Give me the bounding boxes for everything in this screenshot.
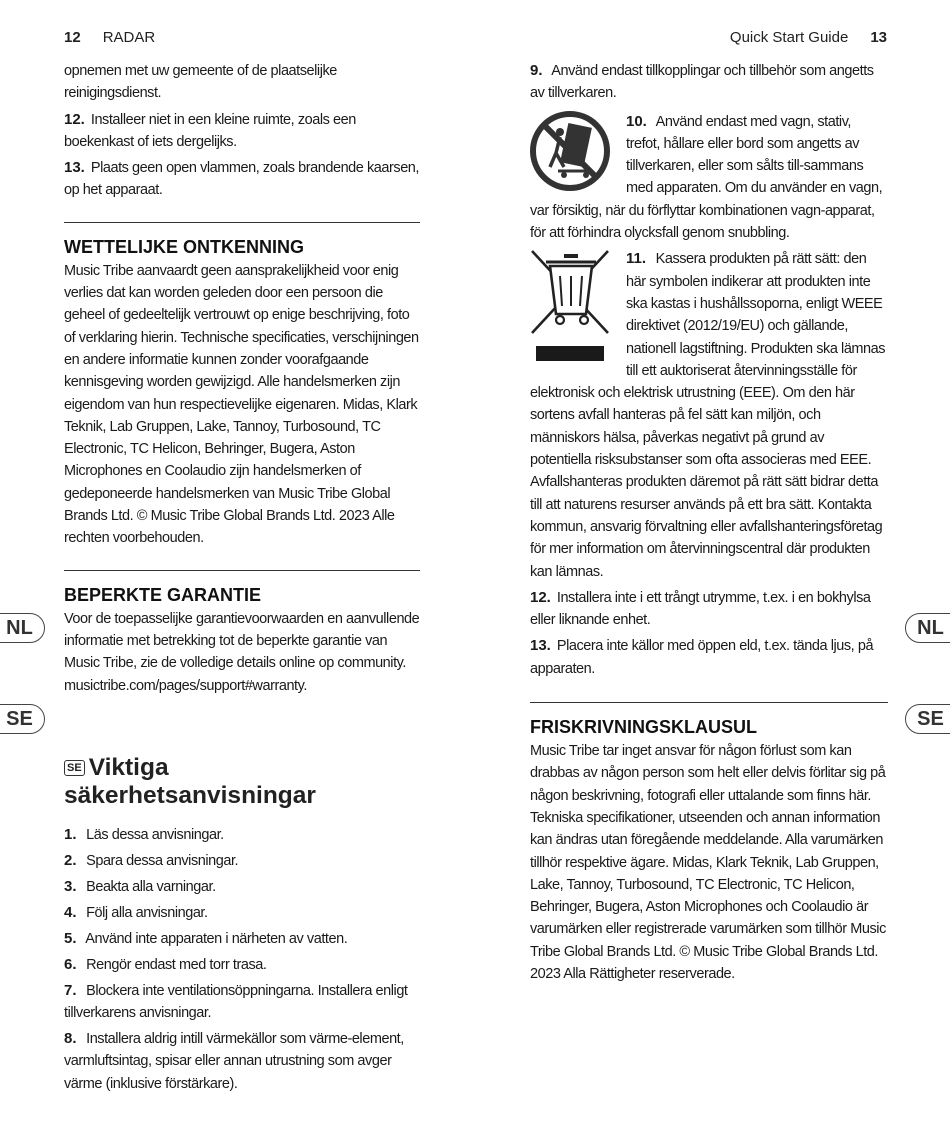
section-title: FRISKRIVNINGSKLAUSUL [530, 717, 758, 738]
language-tab-nl[interactable]: NL [905, 613, 950, 643]
language-badge: SE [64, 760, 85, 776]
divider [64, 570, 420, 571]
list-item: 9. Använd endast tillkopplingar och tillbehör som angetts av tillverkaren. [530, 62, 874, 102]
intro-text: opnemen met uw gemeente of de plaatselijke reinigingsdienst. [64, 63, 337, 102]
safety-title: SE Viktiga säkerhetsanvisningar [64, 753, 316, 809]
language-tab-se[interactable]: SE [905, 704, 950, 734]
no-cart-tipover-icon [530, 111, 610, 191]
guide-title: Quick Start Guide [729, 29, 849, 46]
divider [64, 222, 420, 223]
list-item: 13. Plaats geen open vlammen, zoals brandende kaarsen, op het apparaat. [64, 159, 420, 199]
crossed-out-bin-icon [530, 248, 610, 366]
section-title: WETTELIJKE ONTKENNING [64, 236, 305, 257]
divider [530, 702, 888, 703]
disclaimer-text: Music Tribe aanvaardt geen aansprakelijkheid voor enig verlies dat kan worden geleden door een persoon die geheel of gedeeltelijk vertrouwt op enige beschrijving, foto of verklaring hierin. Technische specificaties, verschijningen en andere informatie kunnen zonder voorafgaande kennisgeving worden gewijzigd. Alle handelsmerken zijn eigendom van hun respectievelijke eigenaren. Midas, Klark Teknik, Lab Gruppen, Lake, Tannoy, Turbosound, TC Electronic, TC Helicon, Behringer, Bugera, Aston Microphones en Coolaudio zijn handelsmerken of gedeponeerde handelsmerken van Music Tribe Global Brands Ltd. © Music Tribe Global Brands Ltd. 2023 Alle rechten voorbehouden. [64, 262, 419, 547]
warranty-text: Voor de toepasselijke garantievoorwaarden en aanvullende informatie met betrekking tot de beperkte garantie van Music Tribe, zie de volledige details online op community. musictribe.com/pages/support#warranty. [64, 610, 420, 694]
disclaimer-text: Music Tribe tar inget ansvar för någon förlust som kan drabbas av någon person som helt eller delvis förlitar sig på någon beskrivning, fotografi eller uttalande som finns här. Tekniska specifikationer, utseenden och annan information kan ändras utan föregående meddelande. Alla varumärken tillhör respektive ägare. Midas, Klark Teknik, Lab Gruppen, Lake, Tannoy, Turbosound, TC Electronic, TC Helicon, Behringer, Bugera, Aston Microphones och Coolaudio är varumärken eller registrerade varumärken som tillhör Music Tribe Global Brands Ltd. © Music Tribe Global Brands Ltd. 2023 Alla Rättigheter reserverade. [530, 743, 886, 982]
list-item: 1. Läs dessa anvisningar. [64, 825, 224, 843]
list-item: 4. Följ alla anvisningar. [64, 903, 208, 921]
page-header-right [730, 29, 887, 46]
list-item: 3. Beakta alla varningar. [64, 877, 216, 895]
list-item: 2. Spara dessa anvisningar. [64, 851, 239, 869]
list-item: 12. Installeer niet in een kleine ruimte, zoals een boekenkast of iets dergelijks. [64, 110, 356, 150]
list-item: 6. Rengör endast med torr trasa. [64, 955, 267, 973]
product-name: RADAR [102, 29, 156, 46]
list-item: 10. Använd endast med vagn, stativ, trefot, hållare eller bord som angetts av tillverkaren, eller som sålts till-sammans med apparaten. Om du använder en vagn, var försiktig, när du förflyttar kombinationen vagn-apparat, för att förhindra olycksfall genom snubbling. [530, 112, 883, 242]
list-item: 12. Installera inte i ett trångt utrymme, t.ex. i en bokhylsa eller liknande enhet. [530, 588, 871, 629]
list-item: 5. Använd inte apparaten i närheten av vatten. [64, 929, 348, 947]
right-column [530, 60, 888, 989]
page-number: 13 [870, 29, 887, 46]
language-tab-se[interactable]: SE [0, 704, 45, 734]
section-title: BEPERKTE GARANTIE [64, 584, 262, 605]
list-item: 8. Installera aldrig intill värmekällor som värme-element, varmluftsintag, spisar eller annan utrustning som avger värme (inklusive förstärkare). [64, 1030, 404, 1092]
list-item: 13. Placera inte källor med öppen eld, t.ex. tända ljus, på apparaten. [530, 637, 874, 677]
language-tab-nl[interactable]: NL [0, 613, 45, 643]
list-item: 11. Kassera produkten på rätt sätt: den här symbolen indikerar att produkten inte ska kastas i hushållssoporna, enligt WEEE direktivet (2012/19/EU) och gällande, nationell lagstiftning. Produkten ska lämnas till ett auktoriserat återvinningsställe för elektronisk och elektrisk utrustning (EEE). Om den här sortens avfall hanteras på fel sätt kan miljön, och människors hälsa, påverkas negativt på grund av potentiella risksubstanser som ofta associeras med EEE. Avfallshanteras produkten däremot på rätt sätt bidrar detta till att naturens resurser används på ett bra sätt. Kontakta kommun, ansvarig förvaltning eller avfallshanteringsföretag för mer information om återvinningscentral där produkten kan lämnas. [530, 250, 886, 580]
left-column [64, 60, 420, 1099]
page-header-left [64, 29, 155, 46]
page-number: 12 [64, 29, 81, 46]
list-item: 7. Blockera inte ventilationsöppningarna. Installera enligt tillverkarens anvisningar. [64, 981, 408, 1022]
